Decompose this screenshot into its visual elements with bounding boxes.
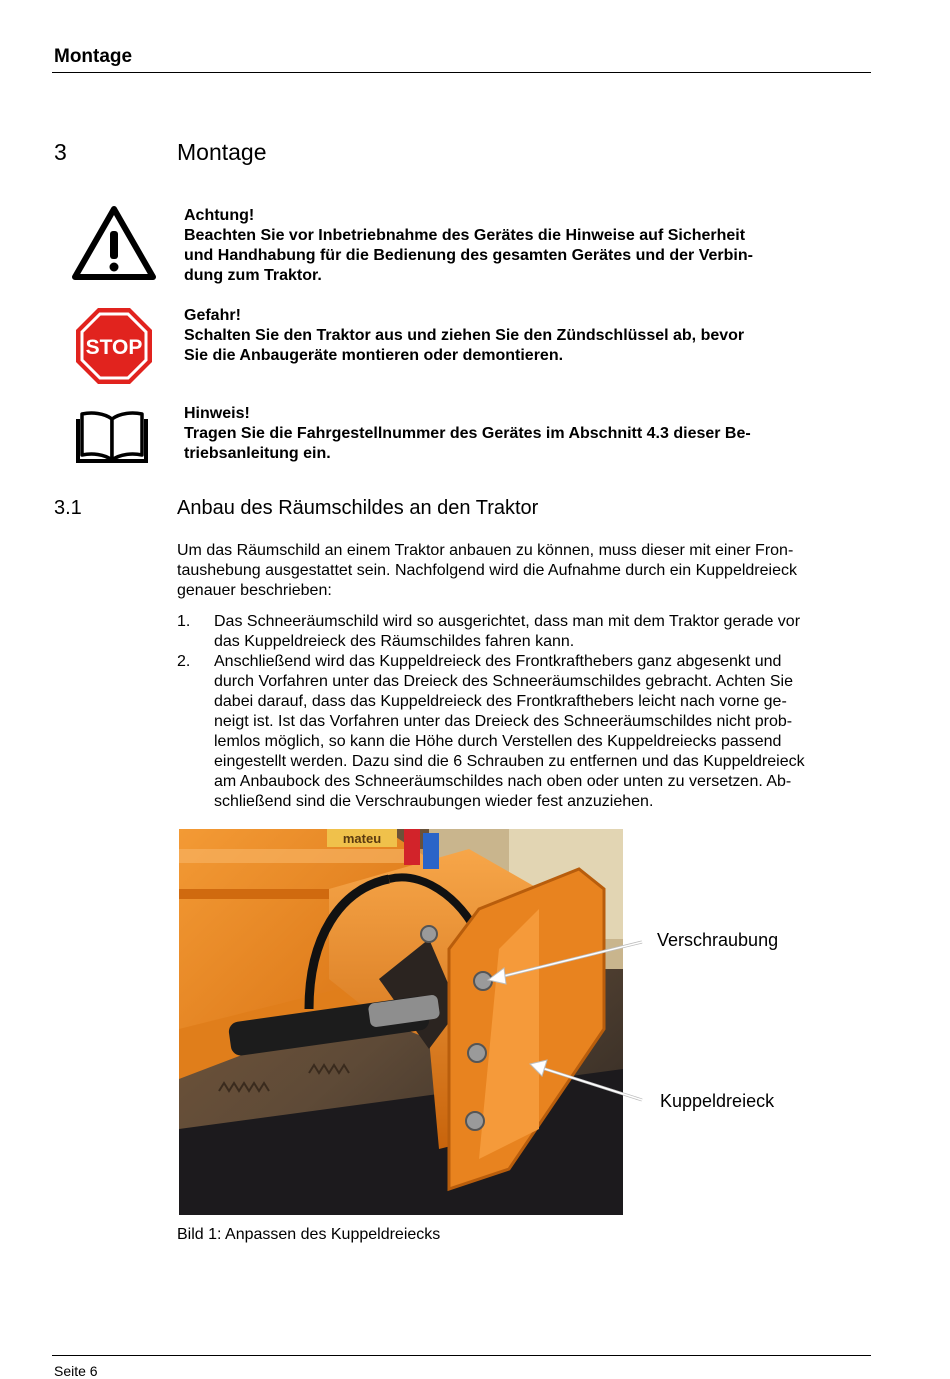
step-line: eingestellt werden. Dazu sind die 6 Schrauben zu entfernen und das Kuppeldreieck xyxy=(214,753,805,770)
callout-kuppeldreieck: Kuppeldreieck xyxy=(660,1091,775,1111)
notice-warning-line: und Handhabung für die Bedienung des gesamten Gerätes und der Verbin- xyxy=(184,247,753,264)
notice-danger xyxy=(184,306,824,366)
intro-line: genauer beschrieben: xyxy=(177,582,332,599)
callout-arrows xyxy=(470,930,650,1110)
step-line: Anschließend wird das Kuppeldreieck des Frontkrafthebers ganz abgesenkt und xyxy=(214,653,782,670)
page-header-title: Montage xyxy=(54,46,133,67)
stop-sign-label: STOP xyxy=(85,336,143,359)
notice-hint xyxy=(184,404,824,464)
notice-warning xyxy=(184,206,824,286)
header-divider xyxy=(52,72,871,73)
step-line: neigt ist. Ist das Vorfahren unter das Dreieck des Schneeräumschildes nicht prob- xyxy=(214,713,793,730)
intro-line: Um das Räumschild an einem Traktor anbauen zu können, muss dieser mit einer Fron- xyxy=(177,542,794,559)
notice-warning-title: Achtung! xyxy=(184,207,255,224)
step-line: am Anbaubock des Schneeräumschildes nach oben oder unten zu versetzen. Ab- xyxy=(214,773,792,790)
page-number: Seite 6 xyxy=(54,1363,98,1379)
step-line: lemlos möglich, so kann die Höhe durch Verstellen des Kuppeldreiecks passend xyxy=(214,733,782,750)
callout-verschraubung: Verschraubung xyxy=(657,930,779,950)
notice-hint-title: Hinweis! xyxy=(184,405,250,422)
section-number: 3 xyxy=(54,139,67,165)
step-number: 2. xyxy=(177,653,191,670)
stop-sign-icon xyxy=(74,306,154,386)
step-number: 1. xyxy=(177,613,191,630)
intro-paragraph xyxy=(177,541,867,601)
step-line: Das Schneeräumschild wird so ausgerichtet, dass man mit dem Traktor gerade vor xyxy=(214,613,801,630)
open-book-icon xyxy=(76,409,148,465)
step-line: schließend sind die Verschraubungen wieder fest anzuziehen. xyxy=(214,793,654,810)
notice-warning-line: Beachten Sie vor Inbetriebnahme des Gerätes die Hinweise auf Sicherheit xyxy=(184,227,746,244)
notice-danger-title: Gefahr! xyxy=(184,307,241,324)
intro-line: taushebung ausgestattet sein. Nachfolgend wird die Aufnahme durch ein Kuppeldreieck xyxy=(177,562,797,579)
step-line: durch Vorfahren unter das Dreieck des Schneeräumschildes gebracht. Achten Sie xyxy=(214,673,793,690)
notice-hint-line: Tragen Sie die Fahrgestellnummer des Gerätes im Abschnitt 4.3 dieser Be- xyxy=(184,425,751,442)
subsection-title: Anbau des Räumschildes an den Traktor xyxy=(177,497,539,519)
step-line: dabei darauf, dass das Kuppeldreieck des Frontkrafthebers leicht nach vorne ge- xyxy=(214,693,787,710)
subsection-number: 3.1 xyxy=(54,497,82,519)
notice-warning-line: dung zum Traktor. xyxy=(184,267,322,284)
step-text xyxy=(214,652,864,812)
step-line: das Kuppeldreieck des Räumschildes fahren kann. xyxy=(214,633,575,650)
notice-danger-line: Schalten Sie den Traktor aus und ziehen Sie den Zündschlüssel ab, bevor xyxy=(184,327,745,344)
section-title: Montage xyxy=(177,139,267,165)
warning-triangle-icon xyxy=(71,205,157,281)
notice-hint-line: triebsanleitung ein. xyxy=(184,445,331,462)
brand-label: mateu xyxy=(342,831,382,846)
step-text xyxy=(214,612,864,652)
footer-divider xyxy=(52,1355,871,1356)
figure-caption: Bild 1: Anpassen des Kuppeldreiecks xyxy=(177,1226,441,1243)
notice-danger-line: Sie die Anbaugeräte montieren oder demontieren. xyxy=(184,347,564,364)
